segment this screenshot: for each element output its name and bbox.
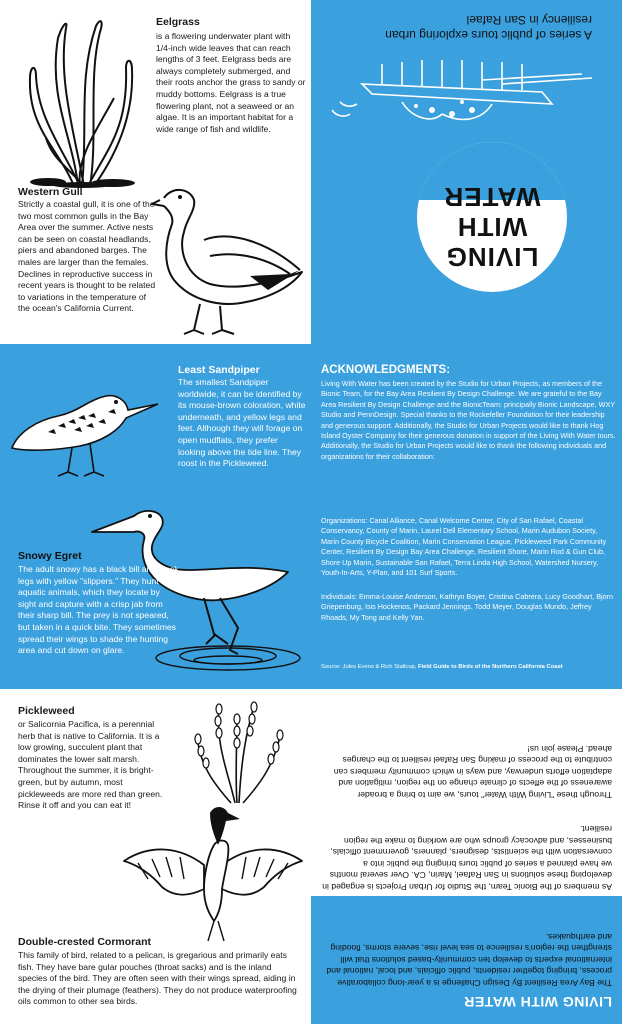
about-flipped-content	[311, 689, 622, 1024]
about-panel	[311, 689, 622, 1024]
cover-subtitle: A series of public tours exploring urban resiliency in San Rafael	[385, 13, 592, 42]
acknowledgments-panel	[311, 344, 622, 689]
about-paragraph-2: As members of the Bionic Team, the Studio for Urban Projects is engaged in developing these solutions in San Rafael, Marin, CA. Over several months we have planned a series of public tours bringing the public into a conversation with the scientists, designers, planners, government officials, businesses, and advocacy groups who are working to make the region resilient.	[322, 824, 612, 892]
cover-title-water: WATER	[443, 182, 541, 212]
source-book-title: Field Guide to Birds of the Northern California Coast	[418, 664, 563, 670]
pier-illustration	[322, 44, 612, 124]
eelgrass-illustration	[18, 18, 148, 188]
eelgrass-text: is a flowering underwater plant with 1/4-inch wide leaves that can reach lengths of 3 feet. Eelgrass beds are always completely submerged, and their roots anchor the grass to sandy or muddy bottoms. Eelgrass is a true flowering plant, not a seaweed or an algae. It is an important habitat for a wide range of fish and wildlife.	[156, 31, 306, 134]
acknowledgments-source	[321, 664, 621, 670]
cormorant-title: Double-crested Cormorant	[18, 936, 152, 948]
western-gull-text: Strictly a coastal gull, it is one of the two most common gulls in the Bay Area over the summer. Active nests can be seen on coastal headlands, piers and abandoned barges. The males are larger than the females. Declines in reproductive success in recent years is thought to be related to variations in the temperature of the ocean's California Current.	[18, 199, 156, 314]
sandpiper-egret-panel	[0, 344, 311, 689]
cover-flipped-content	[311, 0, 622, 344]
acknowledgments-intro: Living With Water has been created by the Studio for Urban Projects, as members of the Bionic Team, for the Bay Area Resilient By Design Challenge. We are grateful to the Bay Area Resilient By Design Challenge and the BionicTeam: principally Bionic Landscape, WXY Studio and PennDesign. Special thanks to the Rockefeller Foundation for their leadership and generous support. Additionally, the Studio for Urban Projects would like to thank Hog Island Oyster Company for their generous donation in support of the Living With Water tours. Additionally, the Studio for Urban Projects would like to thank the following individuals and organizations for their collaboration:	[321, 379, 616, 461]
eelgrass-gull-panel	[0, 0, 311, 344]
least-sandpiper-illustration	[8, 372, 168, 482]
eelgrass-title: Eelgrass	[156, 16, 200, 28]
about-title: LIVING WITH WATER	[463, 994, 612, 1010]
cormorant-text: This family of bird, related to a pelican, is gregarious and primarily eats fish. They have bare gular pouches (throat sacks) and is the inland species of the bird. They are often seen with their wings spread, aiding in the drying of their plumage (feathers). They do not produce waterproofing oils common to other sea birds.	[18, 950, 297, 1007]
acknowledgments-organizations: Organizations: Canal Alliance, Canal Welcome Center, City of San Rafael, Coastal Conservancy, County of Marin, Laurel Dell Elementary School, Marin Audubon Society, Marin County Bicycle Coalition, Marin Conservation League, Pickleweed Park Community Center, Resilient By Design Bay Area Challenge, Resilient Shore, Marin Rod & Gun Club, Shore Up Marin, Sustainable San Rafael, Terra Linda High School, Watershed Nursery, Youth-In-Arts, Y-Plan, and 101 Surf Sports.	[321, 516, 607, 578]
about-paragraph-1: The Bay Area Resilient By Design Challenge is a year-long collaborative process, bringing together residents, public officials, and local, national and international experts to develop ten community-based solutions that will strengthen the region's resilience to sea level rise, severe storms, flooding and earthquakes.	[326, 931, 612, 988]
source-label: Source: Jules Evens & Rich Stallcup,	[321, 664, 417, 670]
snowy-egret-title: Snowy Egret	[18, 550, 82, 562]
western-gull-illustration	[150, 180, 310, 340]
pickleweed-cormorant-panel	[0, 689, 311, 1024]
acknowledgments-individuals: Individuals: Emma-Louise Anderson, Kathryn Boyer, Cristina Cabrera, Lucy Goodhart, Bjorn Griepenburg, Isis Hockenos, Packard Jennings, Todd Meyer, Douglas Mundo, Jeffrey Rhoads, My Tong and Kelly Yan.	[321, 592, 614, 622]
cover-title-living: LIVING	[445, 242, 539, 272]
western-gull-title: Western Gull	[18, 186, 83, 198]
least-sandpiper-text: The smallest Sandpiper worldwide, it can be identified by its mouse-brown coloration, white underneath, and yellow legs and feet. Although they will forage on open mudflats, they prefer looking above the tide line. They roost in the Pickleweed.	[178, 377, 306, 469]
least-sandpiper-title: Least Sandpiper	[178, 364, 260, 376]
acknowledgments-title: ACKNOWLEDGMENTS:	[321, 364, 451, 376]
cormorant-illustration	[118, 805, 308, 945]
about-paragraph-3: Through these "Living With Water" tours, we aim to bring a broader awareness of the effects of climate change on the region, mitigation and adaptation efforts underway, and ways in which community members can contribute to the process of making San Rafael resilient to the changes ahead. Please join us!	[333, 743, 612, 800]
pickleweed-title: Pickleweed	[18, 705, 75, 717]
pickleweed-illustration	[185, 695, 295, 805]
pickleweed-text: or Salicornia Pacifica, is a perennial herb that is native to California. It is a low growing, succulent plant that dominates the lower salt marsh. Throughout the summer, it is bright-green, but by autumn, most pickleweeds are more red than green. Rinse it off and you can eat it!	[18, 719, 163, 811]
snowy-egret-text: The adult snowy has a black bill and black legs with yellow "slippers." They hunt aquatic animals, which they locate by sight and capture with a crisp jab from their sharp bill. The prey is not speared, but taken in a quick bite. They sometimes spread their wings to shade the hunting area and cut down on glare.	[18, 564, 179, 656]
cover-panel	[311, 0, 622, 344]
cover-title-with: WITH	[456, 212, 528, 242]
